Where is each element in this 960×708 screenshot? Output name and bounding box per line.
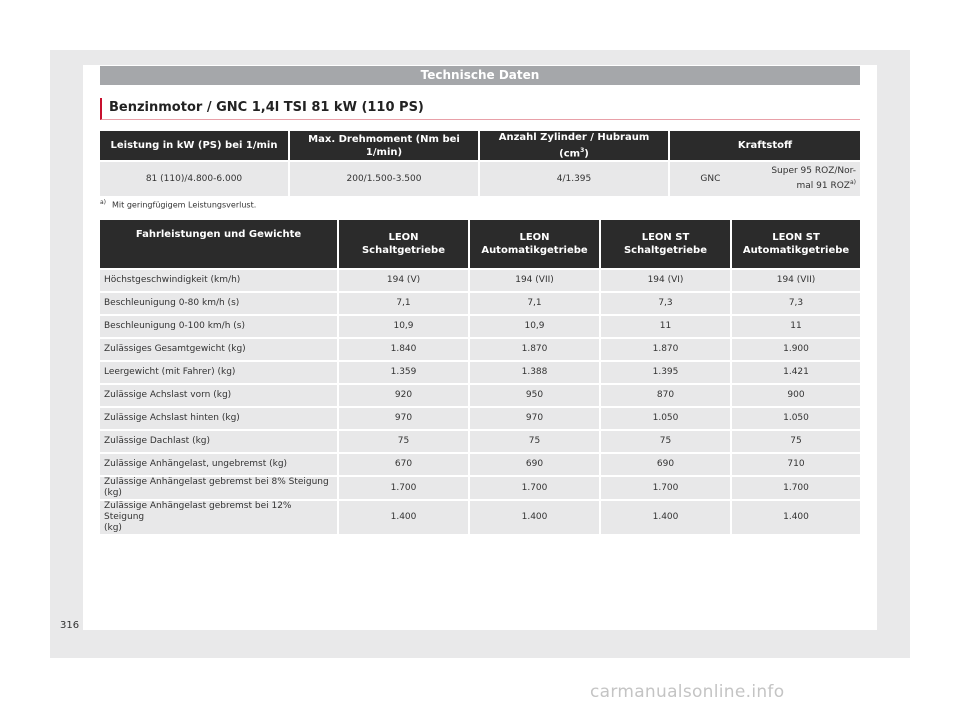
cell: 970 <box>339 408 468 429</box>
cell: 7,3 <box>601 293 730 314</box>
header-line1: LEON <box>388 232 419 243</box>
cell: 1.400 <box>601 501 730 534</box>
row-label: Höchstgeschwindigkeit (km/h) <box>100 270 337 291</box>
header-line2: Schaltgetriebe <box>361 245 445 256</box>
cell: 194 (VII) <box>732 270 860 291</box>
header-line2: Automatikgetriebe <box>742 245 850 256</box>
row-label-line2: (kg) <box>104 523 122 533</box>
row-label: Zulässige Anhängelast gebremst bei 8% Steigung (kg) <box>100 477 337 499</box>
table-row <box>100 339 860 360</box>
fuel-line2 <box>747 177 856 192</box>
footnote <box>100 199 256 210</box>
cell: 1.050 <box>601 408 730 429</box>
cell: 1.421 <box>732 362 860 383</box>
header-line1: LEON ST <box>772 232 820 243</box>
page-number: 316 <box>60 620 80 631</box>
row-label: Beschleunigung 0-100 km/h (s) <box>100 316 337 337</box>
row-label-line1: Zulässige Anhängelast gebremst bei 12% Steigung <box>104 501 292 522</box>
cell: 7,1 <box>470 293 599 314</box>
performance-table <box>98 218 862 536</box>
cell: 920 <box>339 385 468 406</box>
header-line1: LEON ST <box>641 232 690 243</box>
cell: 690 <box>601 454 730 475</box>
page-title: Benzinmotor / GNC 1,4l TSI 81 kW (110 PS) <box>100 98 860 120</box>
table-header-row <box>100 220 860 268</box>
header-cylinders-sup: 3 <box>580 147 585 154</box>
cell: 950 <box>470 385 599 406</box>
table-row <box>100 431 860 452</box>
cell: 1.700 <box>339 477 468 499</box>
row-label: Zulässiges Gesamtgewicht (kg) <box>100 339 337 360</box>
cell: 1.900 <box>732 339 860 360</box>
table-header-row <box>100 131 860 160</box>
table-row <box>100 362 860 383</box>
cell: 900 <box>732 385 860 406</box>
header-leon-manual <box>339 220 468 268</box>
table-row <box>100 316 860 337</box>
cell: 870 <box>601 385 730 406</box>
cell: 970 <box>470 408 599 429</box>
cell: 1.700 <box>601 477 730 499</box>
watermark: carmanualsonline.info <box>590 682 785 702</box>
cell-torque: 200/1.500-3.500 <box>290 162 478 196</box>
table-row <box>100 454 860 475</box>
fuel-line2-text: mal 91 ROZ <box>796 181 850 192</box>
cell: 75 <box>470 431 599 452</box>
cell: 1.400 <box>339 501 468 534</box>
cell: 7,1 <box>339 293 468 314</box>
engine-specs-table <box>98 129 862 198</box>
cell: 75 <box>732 431 860 452</box>
header-leonst-auto <box>732 220 860 268</box>
cell-gnc-label: GNC <box>700 173 721 184</box>
cell: 194 (V) <box>339 270 468 291</box>
header-cylinders <box>480 131 668 160</box>
header-leonst-manual <box>601 220 730 268</box>
row-label: Leergewicht (mit Fahrer) (kg) <box>100 362 337 383</box>
section-header: Technische Daten <box>100 66 860 85</box>
cell: 1.395 <box>601 362 730 383</box>
row-label: Zulässige Anhängelast, ungebremst (kg) <box>100 454 337 475</box>
fuel-footnote-mark: a) <box>849 179 856 187</box>
cell: 710 <box>732 454 860 475</box>
row-label: Zulässige Achslast vorn (kg) <box>100 385 337 406</box>
fuel-line1: Super 95 ROZ/Nor- <box>771 166 856 177</box>
table-row <box>100 270 860 291</box>
footnote-mark: a) <box>100 199 107 206</box>
cell: 194 (VII) <box>470 270 599 291</box>
row-label: Zulässige Achslast hinten (kg) <box>100 408 337 429</box>
cell: 690 <box>470 454 599 475</box>
header-line1: LEON <box>519 232 550 243</box>
cell: 1.359 <box>339 362 468 383</box>
cell: 1.700 <box>732 477 860 499</box>
header-cylinders-text: Anzahl Zylinder / Hubraum (cm <box>498 132 650 160</box>
row-label: Beschleunigung 0-80 km/h (s) <box>100 293 337 314</box>
cell: 7,3 <box>732 293 860 314</box>
header-power: Leistung in kW (PS) bei 1/min <box>100 131 288 160</box>
cell-power: 81 (110)/4.800-6.000 <box>100 162 288 196</box>
cell: 1.870 <box>470 339 599 360</box>
table-row <box>100 162 860 196</box>
footnote-text: Mit geringfügigem Leistungsverlust. <box>112 200 257 210</box>
header-fuel: Kraftstoff <box>670 131 860 160</box>
cell: 1.840 <box>339 339 468 360</box>
header-torque: Max. Drehmoment (Nm bei 1/min) <box>290 131 478 160</box>
fuel-inner <box>674 162 856 196</box>
cell: 1.050 <box>732 408 860 429</box>
cell-gnc <box>670 162 860 196</box>
header-leon-auto <box>470 220 599 268</box>
cell-cylinders: 4/1.395 <box>480 162 668 196</box>
cell: 10,9 <box>339 316 468 337</box>
cell: 1.700 <box>470 477 599 499</box>
header-performance: Fahrleistungen und Gewichte <box>100 220 337 268</box>
header-cylinders-close: ) <box>584 148 589 160</box>
cell: 1.400 <box>470 501 599 534</box>
table-row <box>100 477 860 499</box>
table-row <box>100 501 860 534</box>
row-label <box>100 501 337 534</box>
table-row <box>100 408 860 429</box>
cell: 11 <box>601 316 730 337</box>
cell: 1.870 <box>601 339 730 360</box>
cell: 194 (VI) <box>601 270 730 291</box>
cell: 75 <box>339 431 468 452</box>
cell: 670 <box>339 454 468 475</box>
cell-fuel <box>747 162 856 196</box>
header-line2: Automatikgetriebe <box>481 245 588 256</box>
row-label: Zulässige Dachlast (kg) <box>100 431 337 452</box>
cell: 1.388 <box>470 362 599 383</box>
cell: 1.400 <box>732 501 860 534</box>
cell: 75 <box>601 431 730 452</box>
table-row <box>100 293 860 314</box>
header-line2: Schaltgetriebe <box>623 245 707 256</box>
cell: 10,9 <box>470 316 599 337</box>
table-row <box>100 385 860 406</box>
cell: 11 <box>732 316 860 337</box>
